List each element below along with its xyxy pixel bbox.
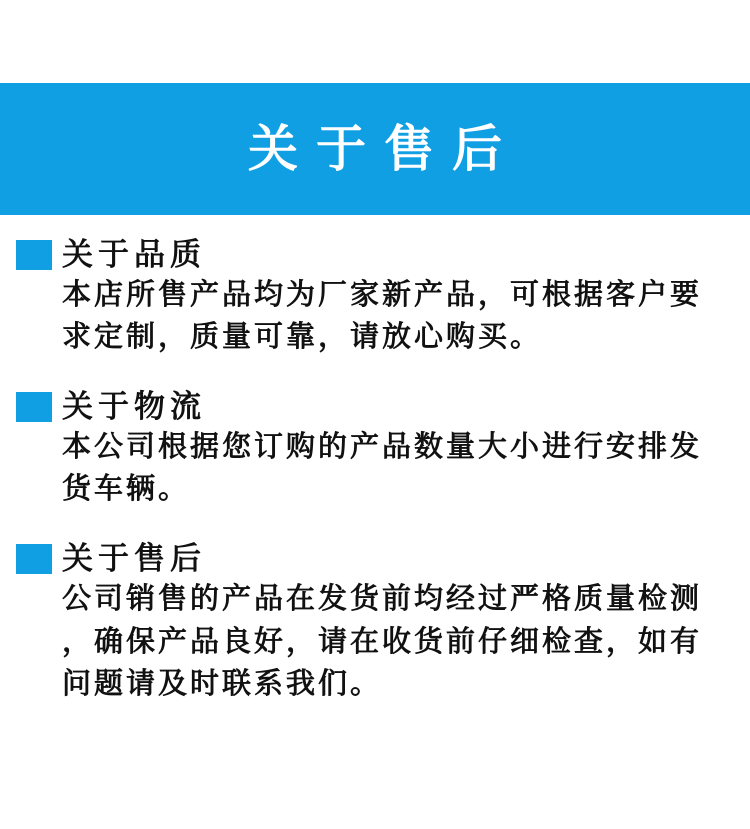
sections-container (0, 238, 750, 737)
section-logistics (0, 390, 750, 510)
section-header (16, 542, 750, 576)
banner-title: 关于售后 (248, 121, 520, 177)
section-body: 本店所售产品均为厂家新产品，可根据客户要求定制，质量可靠，请放心购买。 (62, 279, 703, 354)
section-header (16, 238, 750, 272)
section-after-sales (0, 542, 750, 704)
section-body: 本公司根据您订购的产品数量大小进行安排发货车辆。 (62, 431, 703, 506)
square-bullet-icon (16, 240, 52, 270)
section-title: 关于物流 (62, 389, 206, 425)
section-title: 关于品质 (62, 237, 206, 272)
section-body: 公司销售的产品在发货前均经过严格质量检测 ，确保产品良好，请在收货前仔细检查，如有问题请及时联系我们。 (62, 583, 703, 700)
section-header (16, 390, 750, 424)
square-bullet-icon (16, 392, 52, 422)
section-title: 关于售后 (62, 541, 206, 577)
section-quality (0, 238, 750, 358)
banner (0, 83, 750, 215)
square-bullet-icon (16, 544, 52, 574)
